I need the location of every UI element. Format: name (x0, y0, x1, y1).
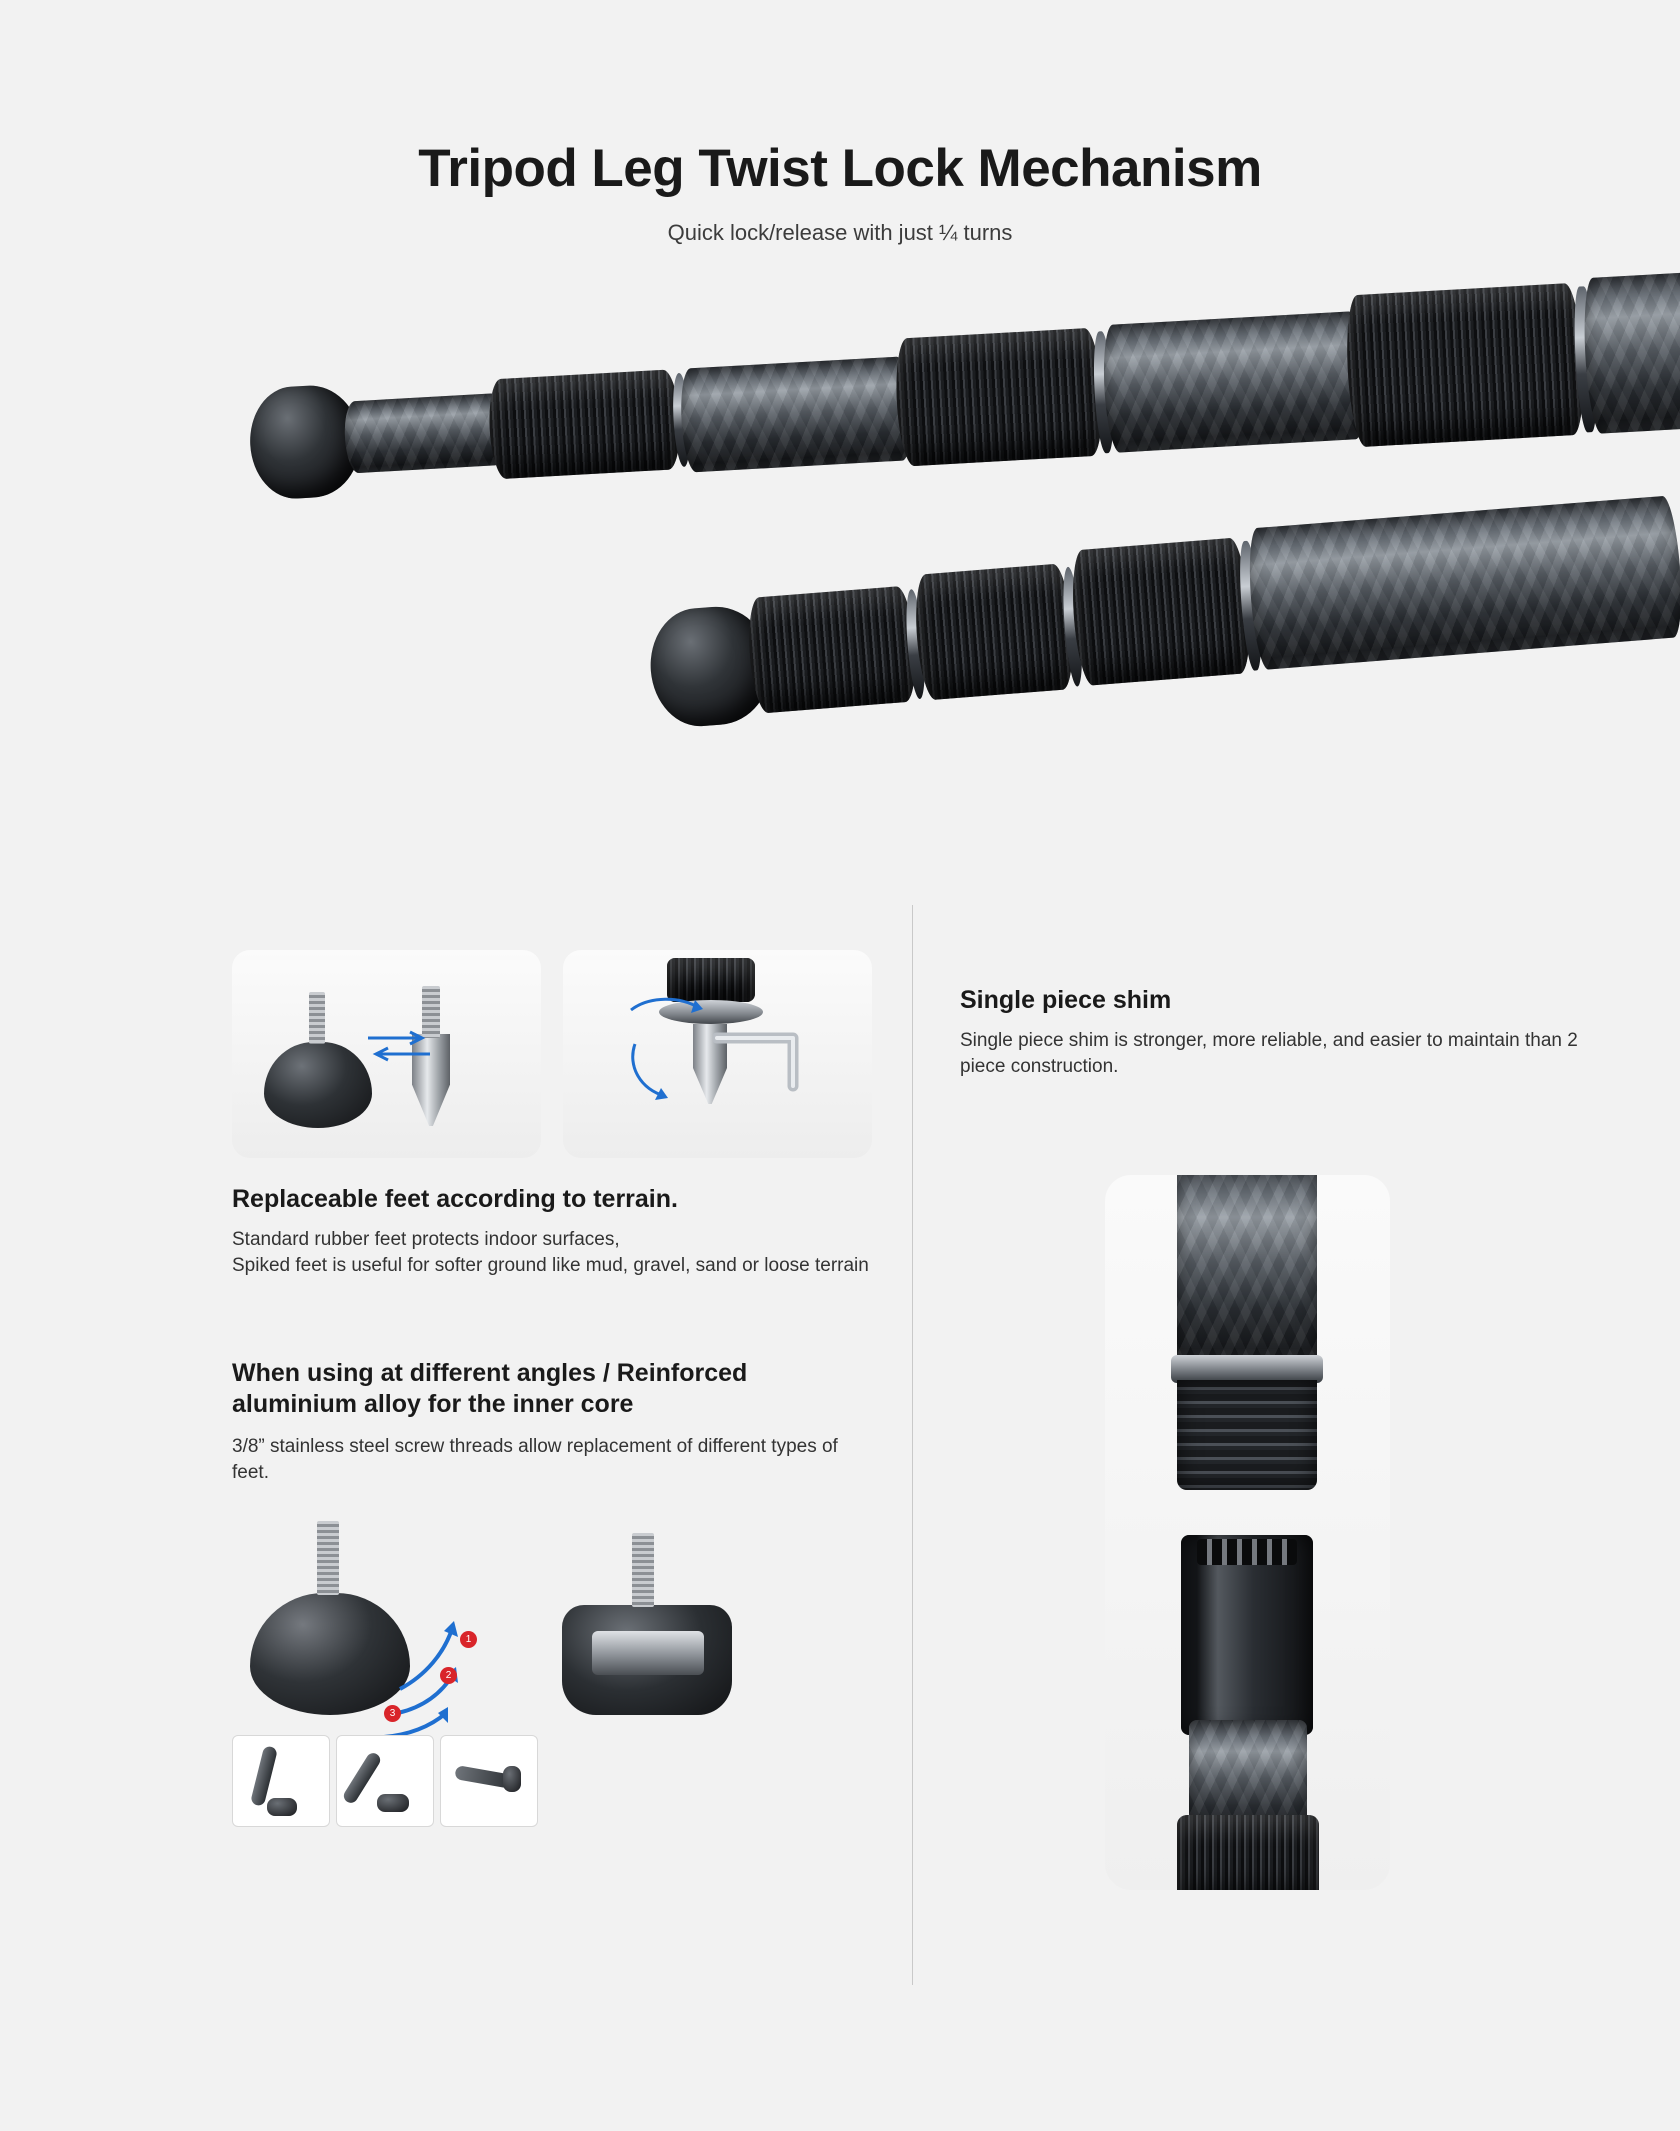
angles-heading: When using at different angles / Reinforced aluminium alloy for the inner core (232, 1358, 748, 1418)
twist-lock-6 (1069, 537, 1254, 686)
single-piece-shim-heading: Single piece shim (960, 986, 1172, 1014)
shim-thread-collar (1171, 1355, 1323, 1383)
leg-tube-section-2 (679, 356, 914, 473)
twist-lock-5 (912, 563, 1076, 701)
page-header (0, 140, 1680, 246)
feet-detail-illustrations (232, 1509, 872, 1819)
leg-angle-thumbnails (232, 1735, 538, 1827)
tripod-leg-upper (245, 275, 1680, 525)
page-title: Tripod Leg Twist Lock Mechanism (418, 139, 1262, 198)
rubber-foot-screw (309, 992, 325, 1044)
leg-angle-thumbnail-1 (232, 1735, 330, 1827)
callout-badge-1: 1 (460, 1631, 477, 1648)
replaceable-feet-body: Standard rubber feet protects indoor surfaces, Spiked feet is useful for softer ground like mud, gravel, sand or loose terrain (232, 1229, 869, 1277)
callout-badge-3: 3 (384, 1705, 401, 1722)
rubber-foot-and-spike-exchange-illustration (232, 950, 541, 1158)
leg-tube-section-1 (343, 393, 507, 474)
shim-inner-core (1181, 1535, 1313, 1735)
shim-lower-knurl (1177, 1815, 1319, 1890)
leg-tube-section-4 (1581, 259, 1680, 434)
twist-lock-1 (487, 369, 682, 479)
angles-body: 3/8” stainless steel screw threads allow replacement of different types of feet. (232, 1436, 838, 1484)
angle-foot-screw (632, 1533, 654, 1607)
right-column (960, 985, 1600, 1081)
tripod-leg-lower (642, 479, 1680, 759)
rubber-foot-shape (264, 1042, 372, 1128)
column-divider (912, 905, 913, 1985)
leg-tube-section-3 (1101, 311, 1368, 453)
spike-foot-hex-key-tightening-illustration (563, 950, 872, 1158)
shim-threaded-section (1177, 1380, 1317, 1490)
exchange-arrows-icon (364, 1028, 434, 1062)
leg-angle-thumbnail-2 (336, 1735, 434, 1827)
angles-block (232, 1358, 872, 1819)
angle-foot-metal-disc (592, 1631, 704, 1675)
shim-upper-tube (1177, 1175, 1317, 1365)
single-piece-shim-body: Single piece shim is stronger, more reliable, and easier to maintain than 2 piece construction. (960, 1030, 1578, 1078)
rubber-foot-large-screw (317, 1521, 339, 1595)
hero-product-image (0, 330, 1680, 850)
twist-lock-3 (1344, 283, 1587, 448)
leg-angle-thumbnail-3 (440, 1735, 538, 1827)
callout-badge-2: 2 (440, 1667, 457, 1684)
leg-tube-section-5 (1246, 495, 1680, 670)
left-column (232, 950, 872, 1819)
replaceable-feet-heading: Replaceable feet according to terrain. (232, 1185, 678, 1213)
shim-core-slots (1197, 1539, 1297, 1565)
twist-lock-4 (745, 585, 919, 714)
page-subtitle: Quick lock/release with just ¼ turns (667, 220, 1013, 246)
feet-illustration-row (232, 950, 872, 1158)
single-piece-shim-cutaway-photo (1105, 1175, 1390, 1890)
rotation-arrows-icon (621, 992, 771, 1112)
twist-lock-2 (893, 327, 1105, 466)
